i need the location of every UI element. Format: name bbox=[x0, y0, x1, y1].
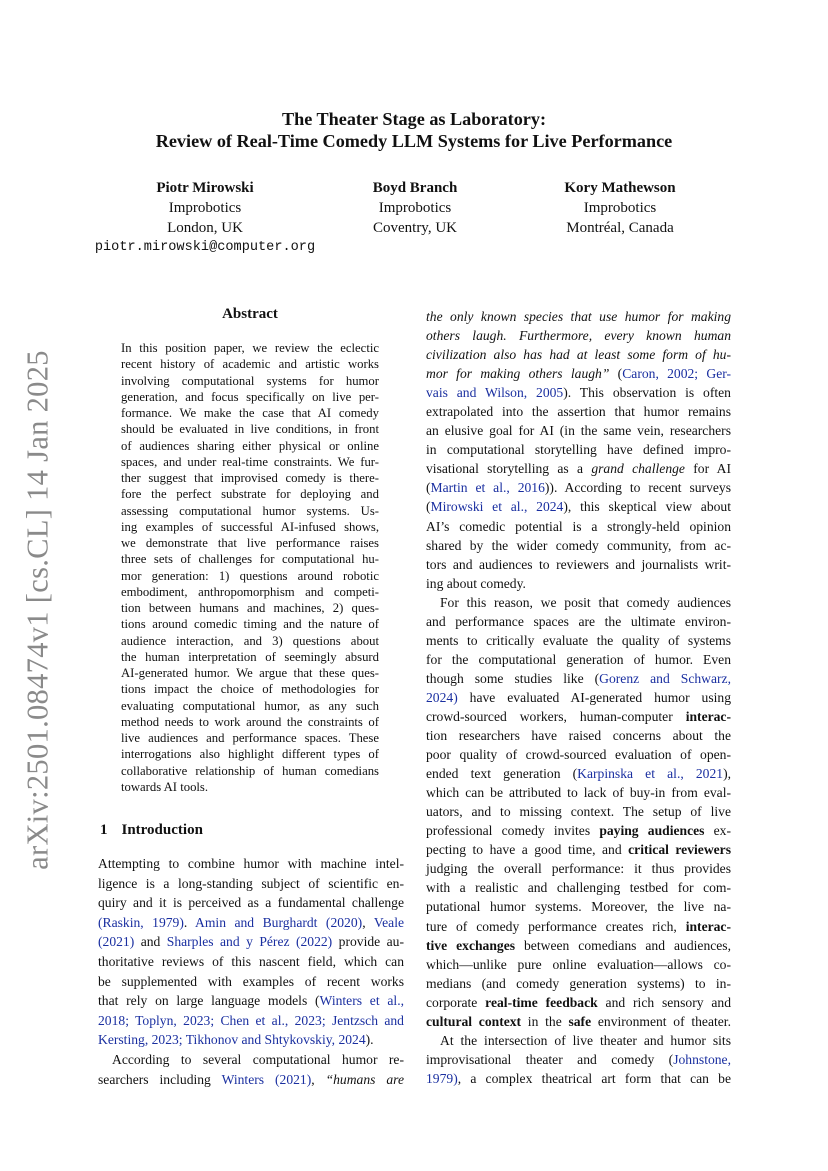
text-line: In this position paper, we review the eclectic bbox=[121, 341, 379, 355]
title-line-1: The Theater Stage as Laboratory: bbox=[281, 109, 547, 129]
text-line: uators, and to missing context. The setup of live bbox=[426, 804, 731, 820]
text-line: evaluating computational humor, as any such bbox=[121, 698, 379, 713]
text-line: generation, and focus specifically on live per- bbox=[121, 389, 379, 404]
text-line: which can be attributed to lack of buy-in from eval- bbox=[426, 785, 731, 801]
author-affiliation: Improbotics bbox=[378, 200, 452, 216]
text-line: (2021) and Sharples and y Pérez (2022) provide au- bbox=[98, 934, 404, 950]
text-line: be supplemented with examples of recent works bbox=[98, 973, 404, 989]
text-line: vais and Wilson, 2005). This observation is often bbox=[426, 385, 731, 401]
text-line: putational humor systems. Moreover, the live na- bbox=[426, 899, 731, 915]
author-location: London, UK bbox=[167, 220, 243, 236]
text-line: assessing computational humor systems. Us- bbox=[121, 503, 379, 518]
text-line: collaborative relationship of human comedians bbox=[121, 763, 379, 778]
text-line: ing about comedy. bbox=[426, 575, 526, 591]
paper-title bbox=[0, 108, 828, 152]
text-line: civilization also has had at least some form of hu- bbox=[426, 347, 731, 363]
author-affiliation: Improbotics bbox=[168, 200, 242, 216]
abstract-heading: Abstract bbox=[222, 306, 278, 322]
author-name: Piotr Mirowski bbox=[156, 180, 254, 196]
text-line: ments to critically evaluate the quality of systems bbox=[426, 632, 731, 648]
author-name: Kory Mathewson bbox=[564, 180, 676, 196]
arxiv-identifier: arXiv:2501.08474v1 [cs.CL] 14 Jan 2025 bbox=[20, 350, 55, 870]
abstract-body bbox=[121, 340, 379, 795]
text-line: an elusive goal for AI (in the same vein, researchers bbox=[426, 423, 731, 439]
text-line: tive exchanges between comedians and audiences, bbox=[426, 937, 732, 953]
text-line: three sets of challenges for computational hu- bbox=[121, 552, 379, 567]
text-line: ture of comedy performance creates rich, interac- bbox=[426, 918, 731, 934]
text-line: tion researchers have raised concerns about the bbox=[426, 728, 731, 744]
text-line: judging the overall performance: it thus provides bbox=[426, 861, 731, 877]
text-line: AI’s comedic potential is a strongly-held opinion bbox=[426, 518, 731, 534]
title-line-2: Review of Real-Time Comedy LLM Systems for Live Performance bbox=[155, 131, 673, 151]
text-line: tors and audiences to reviewers and journalists writ- bbox=[426, 556, 731, 572]
text-line: towards AI tools. bbox=[121, 779, 209, 794]
text-line: corporate real-time feedback and rich sensory and bbox=[426, 994, 731, 1010]
text-line: of audiences sharing either physical or online bbox=[121, 438, 379, 453]
text-line: recent history of academic and artistic works bbox=[121, 357, 379, 372]
text-line: we demonstrate that live performance raises bbox=[121, 536, 379, 550]
text-line: that rely on large language models (Winters et al., bbox=[98, 993, 404, 1009]
section-title: Introduction bbox=[121, 822, 203, 838]
text-line: improvisational theater and comedy (Johnstone, bbox=[426, 1051, 731, 1067]
text-line: embodiment, anthropomorphism and competi- bbox=[121, 584, 379, 599]
right-column-body bbox=[426, 307, 731, 1088]
text-line: tions impact the choice of methodologies for bbox=[121, 682, 379, 697]
text-line: for the computational generation of humor. Even bbox=[426, 651, 731, 667]
text-line: method needs to work around the constraints of bbox=[121, 714, 379, 729]
text-line: searchers including Winters (2021), “humans are bbox=[98, 1071, 404, 1087]
text-line: spaces, and under real-time constraints. We fur- bbox=[121, 454, 379, 469]
text-line: audience interaction, and 3) questions about bbox=[121, 633, 379, 648]
text-line: quiry and it is perceived as a fundamental challenge bbox=[98, 895, 404, 911]
text-line: though some studies like (Gorenz and Schwarz, bbox=[426, 670, 731, 686]
section-number: 1 bbox=[100, 822, 108, 838]
text-line: (Mirowski et al., 2024), this skeptical view about bbox=[426, 499, 731, 515]
text-line: should be evaluated in live conditions, in front bbox=[121, 422, 379, 437]
text-line: interrogations also highlight different types of bbox=[121, 747, 379, 762]
text-line: which—unlike pure online evaluation—allows co- bbox=[426, 956, 731, 972]
text-line: poor quality of crowd-sourced evaluation of open- bbox=[426, 747, 731, 763]
author-affiliation: Improbotics bbox=[583, 200, 657, 216]
text-line: ended text generation (Karpinska et al., 2021), bbox=[426, 766, 732, 782]
text-line: ing examples of successful AI-infused shows, bbox=[121, 519, 379, 534]
text-line: pecting to have a good time, and critical reviewers bbox=[426, 842, 731, 858]
text-line: involving computational systems for humor bbox=[121, 373, 379, 388]
text-line: visational storytelling as a grand challenge for AI bbox=[426, 461, 731, 477]
text-line: with a realistic and challenging testbed for com- bbox=[426, 880, 731, 896]
text-line: ligence is a long-standing subject of scientific en- bbox=[98, 875, 404, 891]
author-name: Boyd Branch bbox=[372, 180, 458, 196]
author-location: Coventry, UK bbox=[372, 220, 458, 236]
text-line: (Raskin, 1979). Amin and Burghardt (2020), Veale bbox=[98, 914, 405, 930]
text-line: (Martin et al., 2016)). According to recent surveys bbox=[426, 480, 731, 496]
author-block bbox=[330, 178, 500, 238]
text-line: For this reason, we posit that comedy audiences bbox=[440, 594, 731, 610]
text-line: cultural context in the safe environment of theater. bbox=[426, 1013, 731, 1029]
text-line: tions around comedic timing and the nature of bbox=[121, 617, 379, 632]
author-email[interactable]: piotr.mirowski@computer.org bbox=[94, 240, 316, 255]
text-line: medians (and comedy generation systems) to in- bbox=[426, 975, 731, 991]
text-line: AI-generated humor. We argue that these ques- bbox=[121, 666, 379, 680]
text-line: shared by the wider comedy community, from ac- bbox=[426, 537, 731, 553]
text-line: 2018; Toplyn, 2023; Chen et al., 2023; Jentzsch and bbox=[98, 1012, 404, 1028]
text-line: According to several computational humor re- bbox=[112, 1051, 404, 1067]
text-line: mor generation: 1) questions around robotic bbox=[121, 568, 379, 583]
author-location: Montréal, Canada bbox=[566, 220, 674, 236]
text-line: the human interpretation of seemingly absurd bbox=[121, 649, 379, 664]
intro-body bbox=[98, 854, 404, 1089]
section-heading bbox=[100, 822, 217, 839]
author-block bbox=[520, 178, 720, 238]
text-line: the only known species that use humor for making bbox=[426, 309, 731, 324]
text-line: 2024) have evaluated AI-generated humor using bbox=[426, 689, 731, 705]
text-line: extrapolated into the assertion that humor remains bbox=[426, 404, 731, 420]
text-line: formance. We make the case that AI comedy bbox=[121, 406, 379, 420]
text-line: crowd-sourced workers, human-computer interac- bbox=[426, 708, 731, 724]
text-line: fore the perfect substrate for deploying and bbox=[121, 487, 379, 502]
text-line: tion between humans and machines, 2) ques- bbox=[121, 601, 379, 615]
text-line: professional comedy invites paying audiences ex- bbox=[426, 823, 732, 839]
text-line: live audiences and performance spaces. These bbox=[121, 731, 379, 745]
text-line: 1979), a complex theatrical art form that can be bbox=[426, 1070, 731, 1086]
text-line: Kersting, 2023; Tikhonov and Shtykovskiy, 2024). bbox=[98, 1032, 374, 1048]
text-line: mor for making others laugh” (Caron, 2002; Ger- bbox=[426, 366, 732, 382]
text-line: ther suggest that improvised comedy is there- bbox=[121, 471, 379, 485]
author-block bbox=[80, 178, 330, 258]
text-line: At the intersection of live theater and humor sits bbox=[440, 1032, 731, 1048]
text-line: others laugh. Furthermore, every known human bbox=[426, 328, 731, 344]
text-line: and performance spaces are the ultimate environ- bbox=[426, 613, 731, 629]
text-line: in computational storytelling have defined impro- bbox=[426, 442, 731, 458]
text-line: thoritative reviews of this nascent field, which can bbox=[98, 953, 404, 969]
text-line: Attempting to combine humor with machine intel- bbox=[98, 856, 404, 871]
